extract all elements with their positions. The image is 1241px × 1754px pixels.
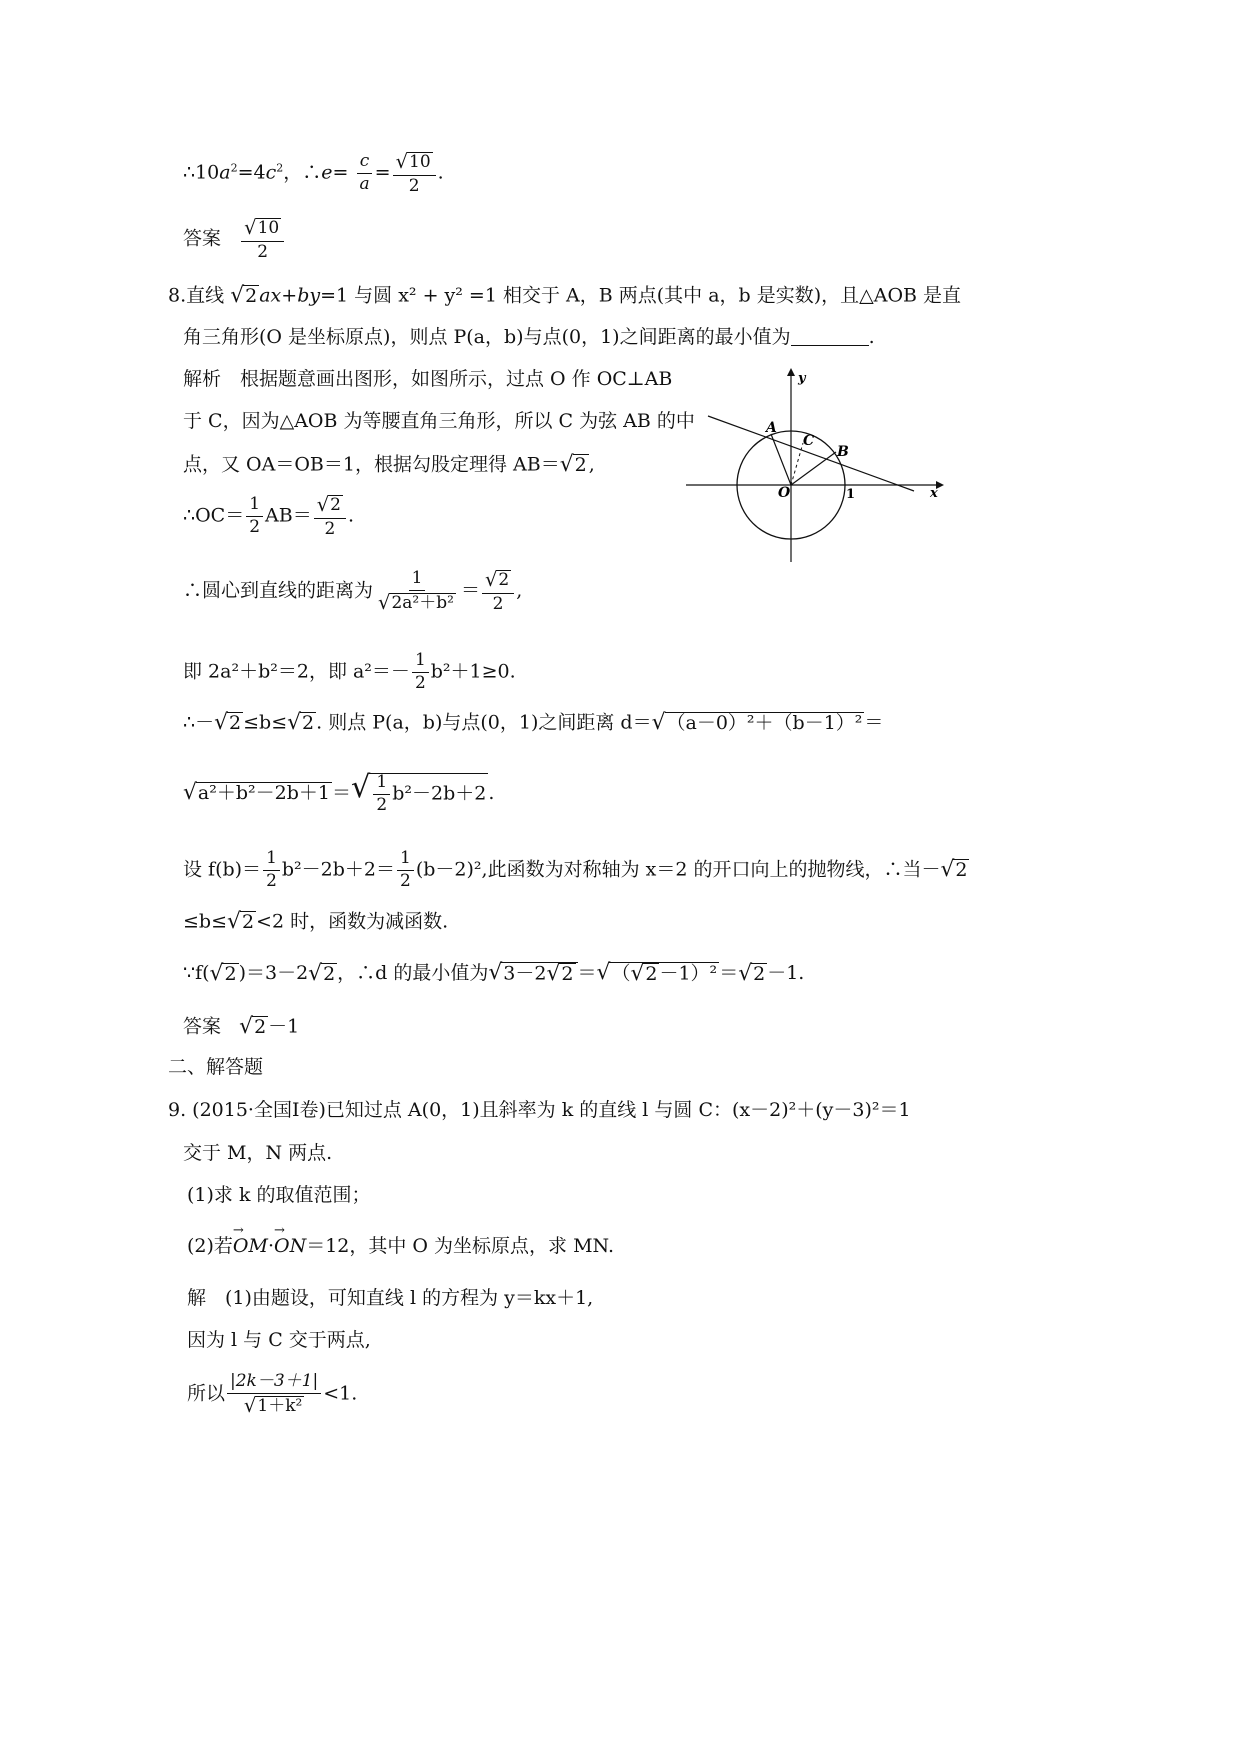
problem-stem: 交于 M，N 两点. [183,1142,333,1164]
equation-line: $\therefore 10a^2=4c^2$，∴e= $\frac{c}{a}$ = √ 10 2 . [183,150,444,196]
problem-part: (1)求 k 的取值范围； [187,1184,371,1206]
answer-line: 答案 √ 10 2 [183,218,286,261]
answer-line: 答案 √ 2 －1 [183,1014,300,1039]
analysis-line: 于 C，因为△AOB 为等腰直角三角形，所以 C 为弦 AB 的中 [183,410,695,432]
equation-line: ∴OC＝ $\frac{1}{2}$ AB＝ √ 2 2 . [183,493,355,539]
axis-label-y: y [798,371,806,386]
point-label-o: O [778,485,791,501]
equation-line: ≤b≤ √ 2 <2 时，函数为减函数. [183,909,449,934]
problem-stem: 8.直线 √ 2 ax+by=1 与圆 x² + y² =1 相交于 A，B 两点(其中 a，b 是实数)，且△AOB 是直 [168,283,962,308]
problem-stem: 9. (2015·全国Ⅰ卷)已知过点 A(0，1)且斜率为 k 的直线 l 与圆 C：(x－2)²＋(y－3)²＝1 [168,1099,911,1121]
circle-diagram [686,366,946,566]
equation-line: ∴－ √ 2 ≤b≤ √ 2 . 则点 P(a，b)与点(0，1)之间距离 d＝ √ （a－0）²＋（b－1）² ＝ [183,710,884,735]
fraction: $\frac{c}{a}$ [357,153,373,194]
point-label-b: B [837,444,849,460]
point-label-c: C [803,433,815,449]
fraction: √ 10 2 [241,218,284,261]
problem-part: (2)若→ OM·→ ON＝12，其中 O 为坐标原点，求 MN. [187,1237,614,1256]
section-heading: 二、解答题 [168,1056,264,1078]
solution-line: 所以 |2k－3＋1| √ 1＋k² <1. [187,1371,358,1417]
tick-label-1: 1 [846,487,856,502]
equation-line: 设 f(b)＝ $\frac{1}{2}$ b²－2b＋2＝ $\frac{1}{2}$ (b－2)²,此函数为对称轴为 x＝2 的开口向上的抛物线，∴当－ √ 2 [183,848,968,891]
equation-line: ∴圆心到直线的距离为 1 √ 2a²＋b² ＝ √ 2 2 , [183,568,523,614]
answer-blank [791,327,869,346]
solution-line: 因为 l 与 C 交于两点, [187,1329,371,1351]
fraction: √ 10 2 [393,152,436,195]
solution-line: 解 (1)由题设，可知直线 l 的方程为 y＝kx＋1, [187,1287,594,1309]
point-label-a: A [766,420,777,436]
equation-line: ∵f( √ 2 )＝3－2 √ 2 ，∴d 的最小值为 √ 3－2 √ 2 ＝ √ （ √ 2 －1）² ＝ √ 2 －1. [183,960,805,986]
equation-line: 即 2a²＋b²＝2，即 a²＝－ $\frac{1}{2}$ b²＋1≥0. [183,650,516,693]
analysis-line: 解析 根据题意画出图形，如图所示，过点 O 作 OC⊥AB [183,368,673,390]
analysis-line: 点，又 OA＝OB＝1，根据勾股定理得 AB＝ √ 2 , [183,452,595,477]
equation-line: √ a²＋b²－2b＋1 ＝ √ $\frac{1}{2}$ b²－2b＋2 . [183,770,495,815]
problem-stem: 角三角形(O 是坐标原点)，则点 P(a，b)与点(0，1)之间距离的最小值为 . [183,326,875,348]
axis-label-x: x [930,486,938,501]
